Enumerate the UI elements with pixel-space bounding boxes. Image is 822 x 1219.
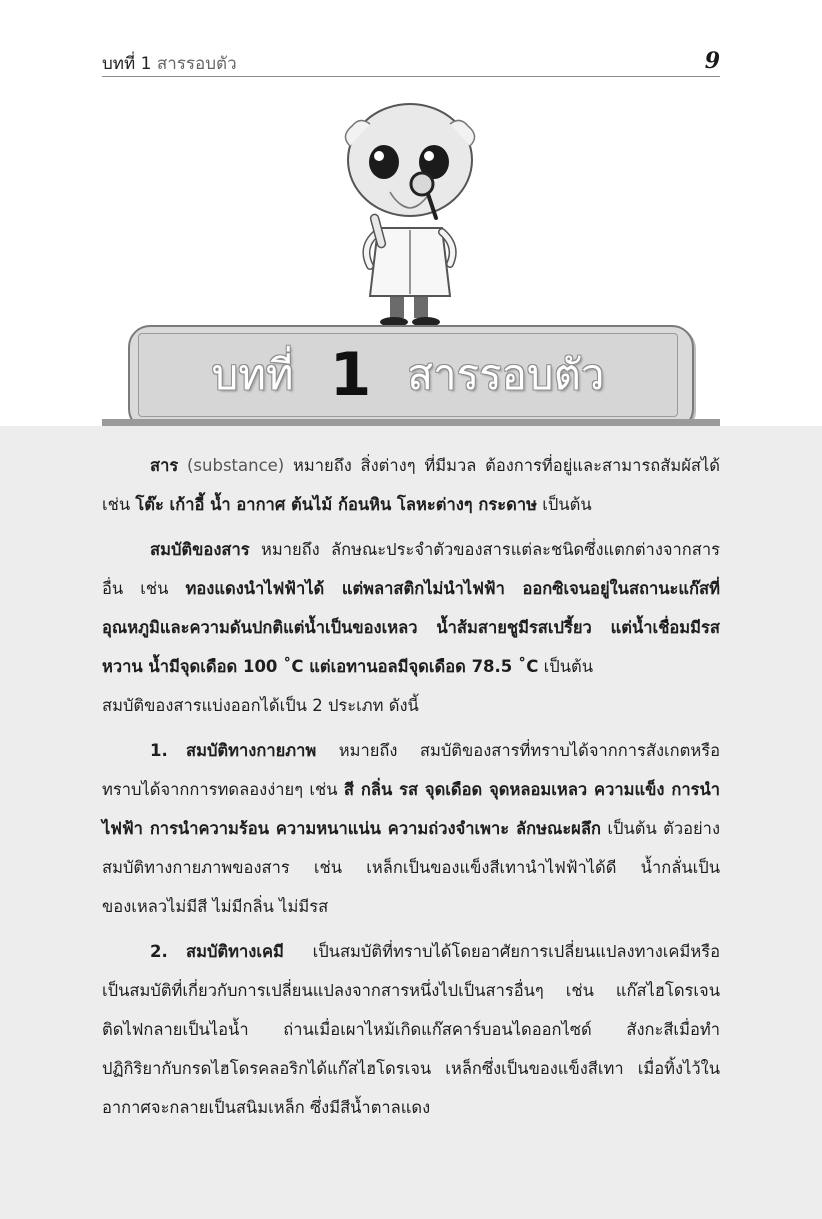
list-number-1: 1. <box>150 741 168 760</box>
header-chapter-title: สารรอบตัว <box>156 54 237 74</box>
banner-rule <box>102 419 720 426</box>
banner-chapter-number: 1 <box>329 340 372 410</box>
chapter-banner <box>128 325 694 431</box>
term-substance-english: (substance) <box>178 456 285 475</box>
list-item-physical-properties <box>102 731 720 926</box>
term-properties: สมบัติของสาร <box>150 540 250 559</box>
p5-text: เป็นสมบัติที่ทราบได้โดยอาศัยการเปลี่ยนแปลงทางเคมีหรือเป็นสมบัติที่เกี่ยวกับการเปลี่ยนแปลงจากสารหนึ่งไปเป็นสารอื่นๆ เช่น แก๊สไฮโดรเจนติดไฟกลายเป็นไอน้ำ ถ่านเมื่อเผาไหม้เกิดแก๊สคาร์บอนไดออกไซด์ สังกะสีเมื่อทำปฏิกิริยากับกรดไฮโดรคลอริกได้แก๊สไฮโดรเจน เหล็กซึ่งเป็นของแข็งสีเทา เมื่อทิ้งไว้ในอากาศจะกลายเป็นสนิมเหล็ก ซึ่งมีสีน้ำตาลแดง <box>102 942 720 1117</box>
body-text <box>102 446 720 1127</box>
chapter-banner-title <box>139 334 677 416</box>
p4-end: เป็นต้น ตัวอย่างสมบัติทางกายภาพของสาร เช่น เหล็กเป็นของแข็งสีเทานำไฟฟ้าได้ดี น้ำกลั่นเป็นของเหลวไม่มีสี ไม่มีกลิ่น ไม่มีรส <box>102 819 720 916</box>
p1-end: เป็นต้น <box>536 495 592 514</box>
p2-end: เป็นต้น <box>538 657 594 676</box>
paragraph-properties <box>102 530 720 686</box>
p2-examples: ทองแดงนำไฟฟ้าได้ แต่พลาสติกไม่นำไฟฟ้า ออกซิเจนอยู่ในสถานะแก๊สที่อุณหภูมิและความดันปกติแต่น้ำเป็นของเหลว น้ำส้มสายชูมีรสเปรี้ยว แต่น้ำเชื่อมมีรสหวาน น้ำมีจุดเดือด 100 ˚C แต่เอทานอลมีจุดเดือด 78.5 ˚C <box>102 579 720 676</box>
scientist-mascot-with-magnifier-icon <box>330 96 490 332</box>
p3-text: สมบัติของสารแบ่งออกได้เป็น 2 ประเภท ดังนี้ <box>102 696 419 715</box>
running-header <box>102 48 720 77</box>
banner-word-chapter: บทที่ <box>211 350 294 399</box>
header-chapter <box>102 50 237 77</box>
page-number: 9 <box>704 48 720 74</box>
p1-text: หมายถึง สิ่งต่างๆ ที่มีมวล ต้องการที่อยู่และสามารถสัมผัสได้ เช่น <box>102 456 720 514</box>
term-physical-properties: สมบัติทางกายภาพ <box>186 741 317 760</box>
p4-examples: สี กลิ่น รส จุดเดือด จุดหลอมเหลว ความแข็ง การนำไฟฟ้า การนำความร้อน ความหนาแน่น ความถ่วงจำเพาะ ลักษณะผลึก <box>102 780 721 838</box>
p2-text: หมายถึง ลักษณะประจำตัวของสารแต่ละชนิดซึ่งแตกต่างจากสารอื่น เช่น <box>102 540 720 598</box>
paragraph-types-intro <box>102 686 720 725</box>
header-chapter-label: บทที่ 1 <box>102 54 152 74</box>
paragraph-substance-definition <box>102 446 720 524</box>
chapter-banner-inner <box>138 333 678 417</box>
banner-word-title: สารรอบตัว <box>407 350 605 399</box>
term-substance: สาร <box>150 456 179 475</box>
p4-text: หมายถึง สมบัติของสารที่ทราบได้จากการสังเกตหรือทราบได้จากการทดลองง่ายๆ เช่น <box>102 741 720 799</box>
p1-examples: โต๊ะ เก้าอี้ น้ำ อากาศ ต้นไม้ ก้อนหิน โลหะต่างๆ กระดาษ <box>135 495 537 514</box>
list-item-chemical-properties <box>102 932 720 1127</box>
term-chemical-properties: สมบัติทางเคมี <box>186 942 284 961</box>
list-number-2: 2. <box>150 942 168 961</box>
